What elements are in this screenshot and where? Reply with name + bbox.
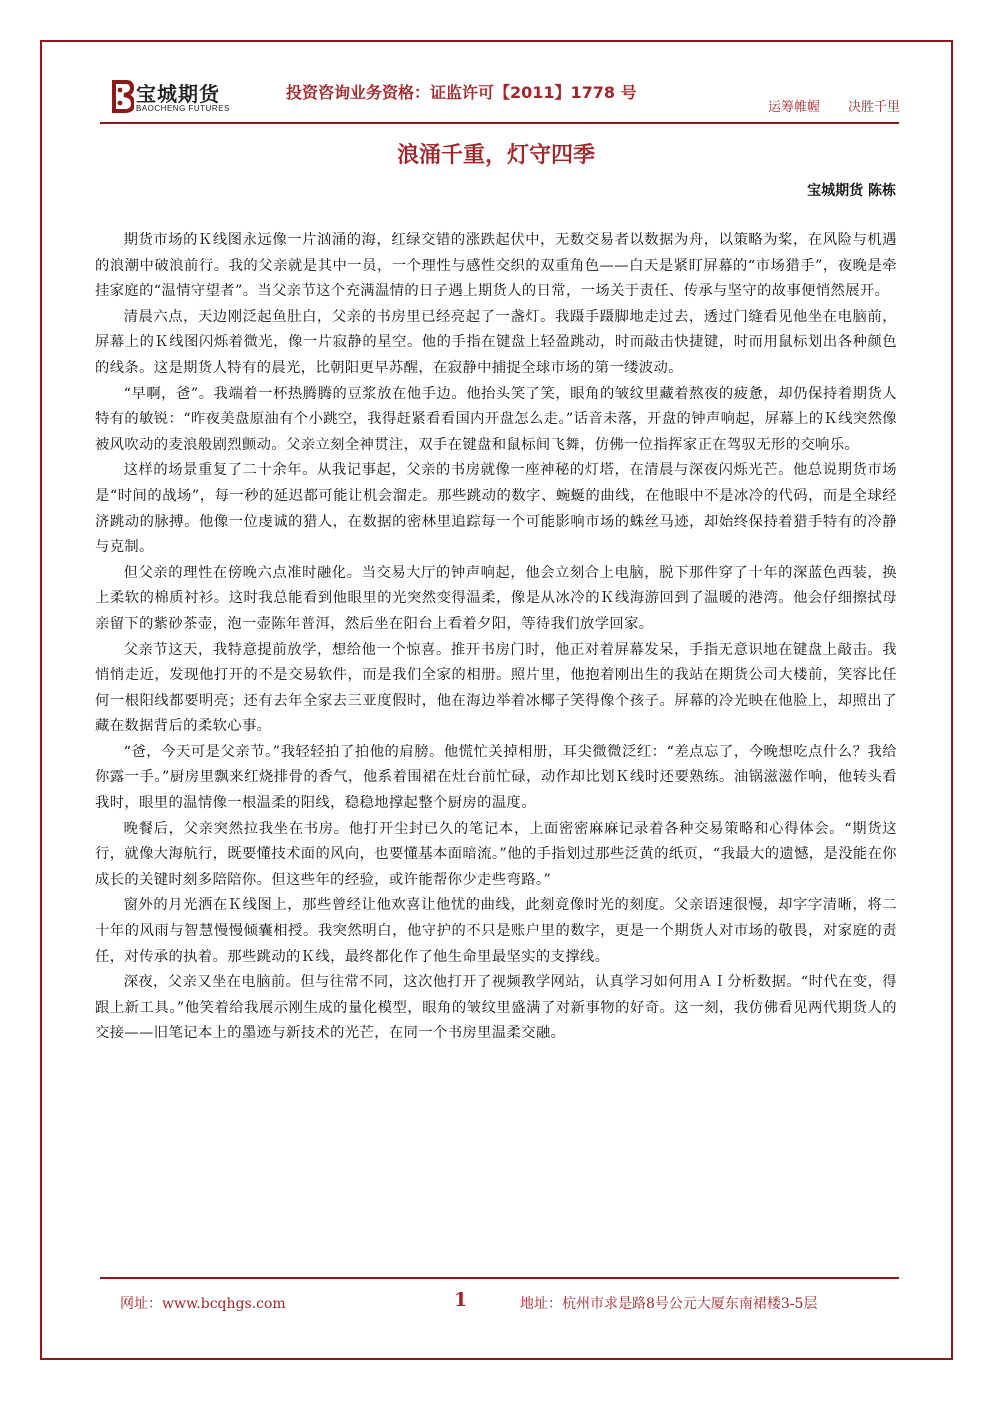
article-author: 宝城期货 陈栋 (807, 183, 896, 199)
page-number: 1 (454, 1289, 468, 1311)
slogan (740, 96, 900, 115)
paragraph: 但父亲的理性在傍晚六点准时融化。当交易大厅的钟声响起，他会立刻合上电脑，脱下那件穿了十年的深蓝色西装，换上柔软的棉质衬衫。这时我总能看到他眼里的光突然变得温柔，像是从冰冷的Ｋ线海游回到了温暖的港湾。他会仔细擦拭母亲留下的紫砂茶壶，泡一壶陈年普洱，然后坐在阳台上看着夕阳，等待我们放学回家。 (95, 564, 897, 632)
paragraph: 窗外的月光洒在Ｋ线图上，那些曾经让他欢喜让他忧的曲线，此刻竟像时光的刻度。父亲语速很慢，却字字清晰，将二十年的风雨与智慧慢慢倾囊相授。我突然明白，他守护的不只是账户里的数字，更是一个期货人对市场的敬畏，对家庭的责任，对传承的执着。那些跳动的Ｋ线，最终都化作了他生命里最坚实的支撑线。 (95, 897, 897, 965)
paragraph: 这样的场景重复了二十余年。从我记事起，父亲的书房就像一座神秘的灯塔，在清晨与深夜闪烁光芒。他总说期货市场是“时间的战场”，每一秒的延迟都可能让机会溜走。那些跳动的数字、蜿蜒的曲线，在他眼中不是冰冷的代码，而是全球经济跳动的脉搏。他像一位虔诚的猎人，在数据的密林里追踪每一个可能影响市场的蛛丝马迹，却始终保持着猎手特有的冷静与克制。 (95, 462, 897, 556)
paragraph: 父亲节这天，我特意提前放学，想给他一个惊喜。推开书房门时，他正对着屏幕发呆，手指无意识地在键盘上敲击。我悄悄走近，发现他打开的不是交易软件，而是我们全家的相册。照片里，他抱着刚出生的我站在期货公司大楼前，笑容比任何一根阳线都要明亮；还有去年全家去三亚度假时，他在海边举着冰椰子笑得像个孩子。屏幕的冷光映在他脸上，却照出了藏在数据背后的柔软心事。 (95, 641, 897, 735)
header-divider (100, 122, 899, 124)
paragraph: 晚餐后，父亲突然拉我坐在书房。他打开尘封已久的笔记本，上面密密麻麻记录着各种交易策略和心得体会。“期货这行，就像大海航行，既要懂技术面的风向，也要懂基本面暗流。”他的手指划过那些泛黄的纸页，“我最大的遗憾，是没能在你成长的关键时刻多陪陪你。但这些年的经验，或许能帮你少走些弯路。” (95, 820, 897, 888)
logo-icon (108, 78, 134, 114)
footer-divider (100, 1277, 899, 1279)
footer-website-link[interactable]: 网址：www.bcqhgs.com (120, 1296, 286, 1312)
logo-text-en: BAOCHENG FUTURES (136, 104, 230, 113)
article-title: 浪涌千重，灯守四季 (396, 143, 595, 168)
footer-address: 地址：杭州市求是路8号公元大厦东南裙楼3-5层 (520, 1296, 818, 1312)
page-header (100, 70, 900, 126)
company-logo (108, 74, 238, 118)
qualification-text: 投资咨询业务资格：证监许可【2011】1778 号 (286, 83, 637, 102)
paragraph: 清晨六点，天边刚泛起鱼肚白，父亲的书房里已经亮起了一盏灯。我蹑手蹑脚地走过去，透过门缝看见他坐在电脑前，屏幕上的Ｋ线图闪烁着微光，像一片寂静的星空。他的手指在键盘上轻盈跳动，时而敲击快捷键，时而用鼠标划出各种颜色的线条。这是期货人特有的晨光，比朝阳更早苏醒，在寂静中捕捉全球市场的第一缕波动。 (95, 308, 897, 376)
paragraph: 期货市场的Ｋ线图永远像一片汹涌的海，红绿交错的涨跌起伏中，无数交易者以数据为舟，以策略为桨，在风险与机遇的浪潮中破浪前行。我的父亲就是其中一员，一个理性与感性交织的双重角色——白天是紧盯屏幕的“市场猎手”，夜晚是牵挂家庭的“温情守望者”。当父亲节这个充满温情的日子遇上期货人的日常，一场关于责任、传承与坚守的故事便悄然展开。 (95, 232, 897, 300)
paragraph: “爸，今天可是父亲节。”我轻轻拍了拍他的肩膀。他慌忙关掉相册，耳尖微微泛红：“差点忘了，今晚想吃点什么？我给你露一手。”厨房里飘来红烧排骨的香气，他系着围裙在灶台前忙碌，动作却比划Ｋ线时还要熟练。油锅滋滋作响，他转头看我时，眼里的温情像一根温柔的阳线，稳稳地撑起整个厨房的温度。 (95, 743, 897, 812)
logo-text-cn: 宝城期货 (136, 82, 220, 106)
article-body (95, 228, 897, 1047)
paragraph: “早啊，爸”。我端着一杯热腾腾的豆浆放在他手边。他抬头笑了笑，眼角的皱纹里藏着熬夜的疲惫，却仍保持着期货人特有的敏锐：“昨夜美盘原油有个小跳空，我得赶紧看看国内开盘怎么走。”话音未落，开盘的钟声响起，屏幕上的Ｋ线突然像被风吹动的麦浪般剧烈颤动。父亲立刻全神贯注，双手在键盘和鼠标间飞舞，仿佛一位指挥家正在驾驭无形的交响乐。 (95, 385, 897, 453)
paragraph: 深夜，父亲又坐在电脑前。但与往常不同，这次他打开了视频教学网站，认真学习如何用ＡＩ分析数据。“时代在变，得跟上新工具。”他笑着给我展示刚生成的量化模型，眼角的皱纹里盛满了对新事物的好奇。这一刻，我仿佛看见两代期货人的交接——旧笔记本上的墨迹与新技术的光芒，在同一个书房里温柔交融。 (95, 974, 897, 1042)
slogan-right: 决胜千里 (847, 100, 900, 115)
slogan-left: 运筹帷幄 (767, 100, 820, 115)
